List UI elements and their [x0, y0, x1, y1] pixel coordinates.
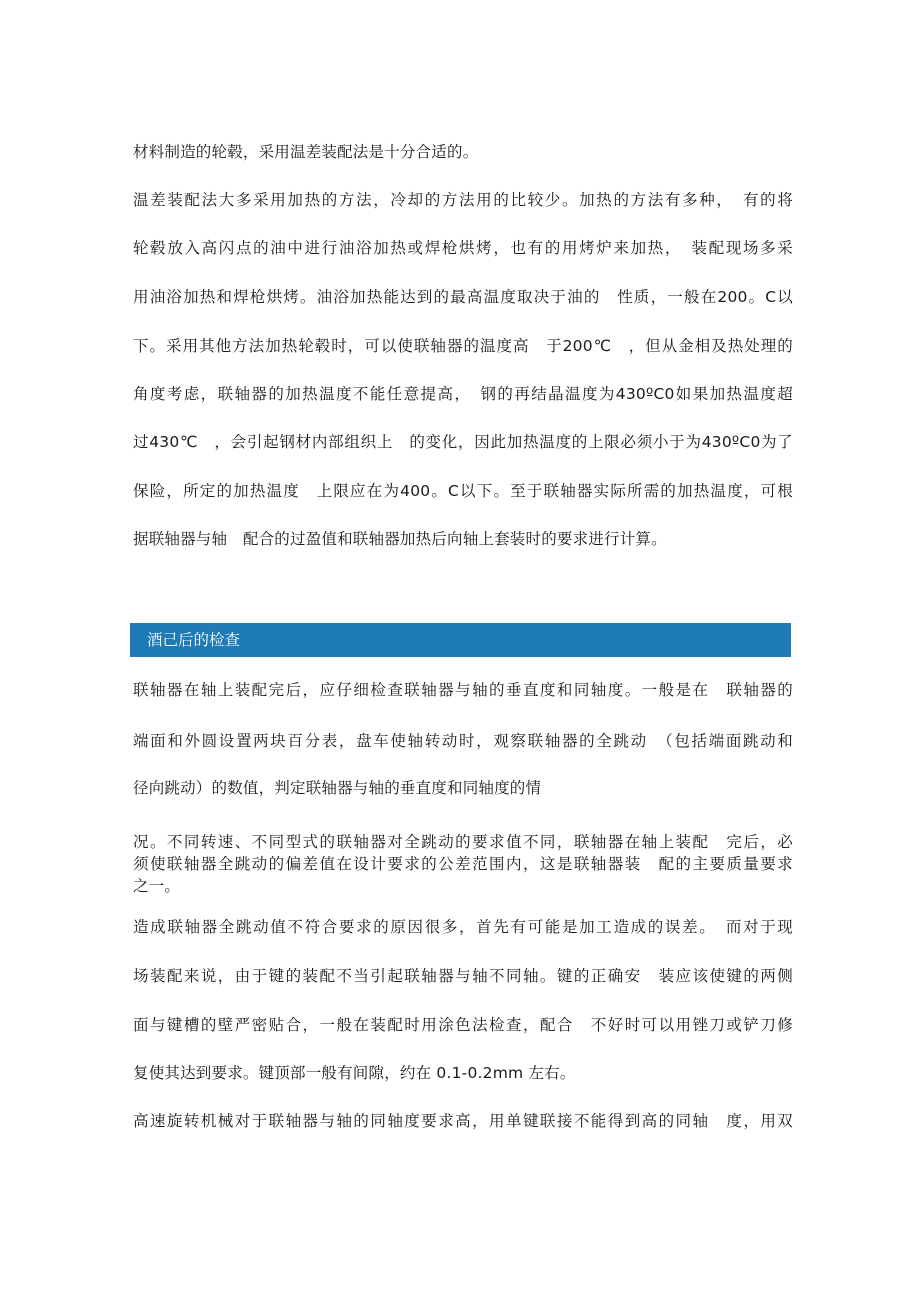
- paragraph-line: 场装配来说，由于键的装配不当引起联轴器与轴不同轴。键的正确安 装应该使键的两侧: [133, 967, 793, 985]
- paragraph-line: 用油浴加热和焊枪烘烤。油浴加热能达到的最高温度取决于油的 性质，一般在200。C以: [133, 288, 793, 306]
- paragraph-line: 高速旋转机械对于联轴器与轴的同轴度要求高，用单键联接不能得到高的同轴 度，用双: [133, 1112, 793, 1130]
- paragraph-line: 端面和外圆设置两块百分表，盘车使轴转动时，观察联轴器的全跳动 （包括端面跳动和: [133, 732, 793, 750]
- paragraph-line: 造成联轴器全跳动值不符合要求的原因很多，首先有可能是加工造成的误差。 而对于现: [133, 918, 793, 936]
- paragraph-line: 复使其达到要求。键顶部一般有间隙，约在 0.1-0.2mm 左右。: [133, 1064, 576, 1082]
- paragraph-line: 面与键槽的壁严密贴合，一般在装配时用涂色法检查，配合 不好时可以用锉刀或铲刀修: [133, 1016, 793, 1034]
- paragraph-line: 过430℃ ，会引起钢材内部组织上 的变化，因此加热温度的上限必须小于为430ºC0为了: [133, 433, 793, 451]
- paragraph-line: 温差装配法大多采用加热的方法，冷却的方法用的比较少。加热的方法有多种， 有的将: [133, 191, 793, 209]
- paragraph-line: 须使联轴器全跳动的偏差值在设计要求的公差范围内，这是联轴器装 配的主要质量要求: [133, 855, 793, 873]
- section-heading: 酒己后的检查: [130, 623, 791, 657]
- paragraph-line: 联轴器在轴上装配完后，应仔细检查联轴器与轴的垂直度和同轴度。一般是在 联轴器的: [133, 681, 793, 699]
- paragraph-line: 况。不同转速、不同型式的联轴器对全跳动的要求值不同，联轴器在轴上装配 完后，必: [133, 833, 793, 851]
- paragraph-line: 保险，所定的加热温度 上限应在为400。C以下。至于联轴器实际所需的加热温度，可根: [133, 482, 793, 500]
- paragraph-line: 之一。: [133, 877, 181, 895]
- paragraph-line: 轮毂放入高闪点的油中进行油浴加热或焊枪烘烤，也有的用烤炉来加热， 装配现场多采: [133, 239, 793, 257]
- paragraph-line: 据联轴器与轴 配合的过盈值和联轴器加热后向轴上套装时的要求进行计算。: [133, 530, 667, 548]
- paragraph-line: 下。采用其他方法加热轮毂时，可以使联轴器的温度高 于200℃ ，但从金相及热处理的: [133, 337, 793, 355]
- paragraph-line: 角度考虑，联轴器的加热温度不能任意提高， 钢的再结晶温度为430ºC0如果加热温度超: [133, 385, 793, 403]
- paragraph-line: 径向跳动）的数值，判定联轴器与轴的垂直度和同轴度的情: [133, 779, 542, 797]
- paragraph-line: 材料制造的轮毂，采用温差装配法是十分合适的。: [133, 143, 479, 161]
